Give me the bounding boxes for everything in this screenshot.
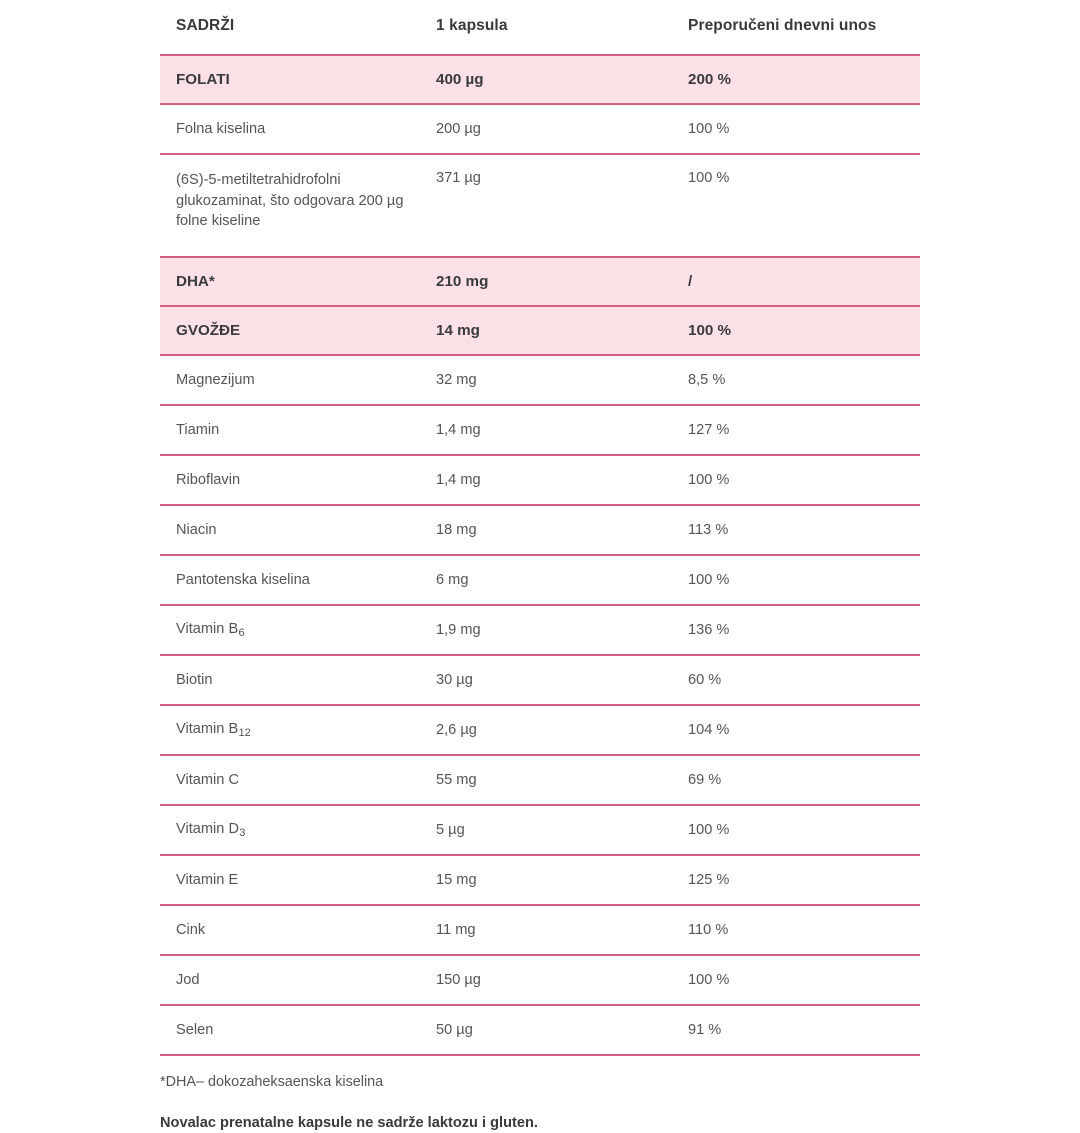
cell-dose: 1,4 mg: [428, 405, 684, 455]
table-row: [160, 855, 920, 905]
cell-ingredient-name: Vitamin C: [160, 755, 428, 805]
subscript: 12: [238, 727, 251, 740]
table-row: [160, 455, 920, 505]
table-row: [160, 55, 920, 104]
cell-ingredient-name: Cink: [160, 905, 428, 955]
cell-rdi: 100 %: [684, 455, 920, 505]
rule-segment: [160, 1055, 428, 1056]
table-row: [160, 555, 920, 605]
cell-dose: 5 µg: [428, 805, 684, 855]
cell-ingredient-name: Biotin: [160, 655, 428, 705]
cell-dose: 371 µg: [428, 154, 684, 257]
cell-dose: 30 µg: [428, 655, 684, 705]
cell-ingredient-name: Vitamin $B_{12}$: [160, 705, 428, 755]
table-row: [160, 355, 920, 405]
cell-ingredient-name: Vitamin E: [160, 855, 428, 905]
cell-rdi: 136 %: [684, 605, 920, 655]
cell-rdi: 100 %: [684, 555, 920, 605]
cell-ingredient-name: Riboflavin: [160, 455, 428, 505]
table-row: [160, 905, 920, 955]
cell-dose: 2,6 µg: [428, 705, 684, 755]
table-row: [160, 505, 920, 555]
cell-rdi: 125 %: [684, 855, 920, 905]
table-body: [160, 55, 920, 1056]
table-row: [160, 257, 920, 306]
cell-rdi: 110 %: [684, 905, 920, 955]
column-header-dose: 1 kapsula: [436, 17, 508, 34]
table-row: [160, 705, 920, 755]
cell-rdi: 104 %: [684, 705, 920, 755]
cell-dose: 15 mg: [428, 855, 684, 905]
cell-dose: 14 mg: [428, 306, 684, 355]
subscript: 3: [239, 827, 246, 840]
table-row: [160, 104, 920, 154]
cell-dose: 32 mg: [436, 372, 477, 388]
cell-rdi: 127 %: [684, 405, 920, 455]
table-header-row: [160, 0, 920, 55]
table-row: [160, 1005, 920, 1055]
table-row: [160, 154, 920, 257]
cell-rdi: 100 %: [684, 805, 920, 855]
cell-ingredient-name: (6S)-5-metiltetrahidrofolni glukozaminat, što odgovara 200 µg folne kiseline: [160, 154, 428, 257]
table-row: [160, 605, 920, 655]
table-row: [160, 955, 920, 1005]
column-header-rdi: Preporučeni dnevni unos: [688, 17, 877, 34]
cell-dose: 150 µg: [428, 955, 684, 1005]
cell-rdi: 113 %: [684, 505, 920, 555]
cell-rdi: 200 %: [684, 55, 920, 104]
cell-dose: 400 µg: [428, 55, 684, 104]
cell-dose: 200 µg: [436, 121, 481, 137]
cell-dose: 1,4 mg: [428, 455, 684, 505]
cell-dose: 6 mg: [428, 555, 684, 605]
cell-rdi: 91 %: [684, 1005, 920, 1055]
footnotes: [160, 1074, 920, 1133]
cell-rdi: 60 %: [684, 655, 920, 705]
cell-rdi: 100 %: [684, 306, 920, 355]
cell-ingredient-name: Niacin: [160, 505, 428, 555]
nutrition-facts-panel: [160, 0, 920, 1133]
rule-segment: [684, 1055, 920, 1056]
nutrition-facts-table: [160, 0, 920, 1056]
table-row: [160, 755, 920, 805]
table-bottom-rule: [160, 1055, 920, 1056]
subscript: 6: [238, 627, 245, 640]
cell-ingredient-name: Folna kiselina: [176, 121, 266, 137]
cell-ingredient-name: Jod: [160, 955, 428, 1005]
cell-dose: 11 mg: [428, 905, 684, 955]
cell-dose: 50 µg: [428, 1005, 684, 1055]
cell-rdi: 8,5 %: [688, 372, 726, 388]
table-row: [160, 306, 920, 355]
cell-ingredient-name: GVOŽĐE: [160, 306, 428, 355]
cell-ingredient-name: DHA*: [160, 257, 428, 306]
rule-segment: [428, 1055, 684, 1056]
cell-ingredient-name: Vitamin $B_6$: [160, 605, 428, 655]
cell-rdi: /: [684, 257, 920, 306]
cell-ingredient-name: Vitamin $D_3$: [160, 805, 428, 855]
cell-dose: 55 mg: [428, 755, 684, 805]
cell-rdi: 100 %: [684, 955, 920, 1005]
cell-ingredient-name: FOLATI: [160, 55, 428, 104]
table-header: [160, 0, 920, 55]
footnote-abbreviation: *DHA– dokozaheksaenska kiselina: [160, 1074, 384, 1090]
cell-dose: 1,9 mg: [428, 605, 684, 655]
table-row: [160, 405, 920, 455]
cell-dose: 210 mg: [428, 257, 684, 306]
cell-ingredient-name: Magnezijum: [176, 372, 255, 388]
column-header-ingredient: SADRŽI: [176, 17, 235, 34]
table-row: [160, 655, 920, 705]
table-row: [160, 805, 920, 855]
footnote-statement: Novalac prenatalne kapsule ne sadrže laktozu i gluten.: [160, 1115, 538, 1132]
cell-ingredient-name: Tiamin: [160, 405, 428, 455]
cell-rdi: 100 %: [688, 121, 730, 137]
cell-ingredient-name: Selen: [160, 1005, 428, 1055]
cell-ingredient-name: Pantotenska kiselina: [160, 555, 428, 605]
cell-dose: 18 mg: [428, 505, 684, 555]
cell-rdi: 100 %: [684, 154, 920, 257]
cell-rdi: 69 %: [684, 755, 920, 805]
